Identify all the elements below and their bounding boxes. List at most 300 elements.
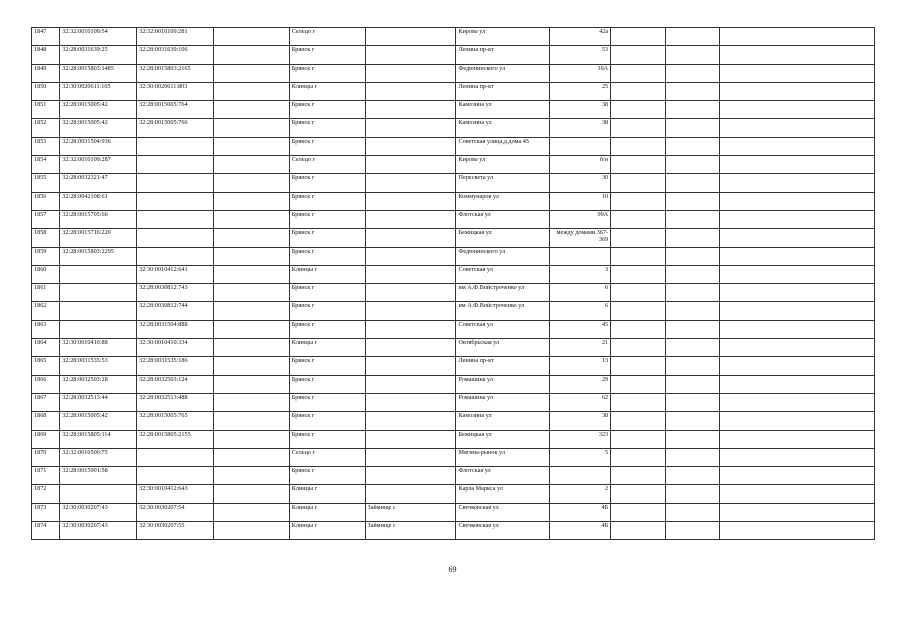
cell-locality [365, 430, 456, 448]
cell-empty [213, 174, 289, 192]
cell-cadastral-number: 32:28:0031535:53 [60, 357, 137, 375]
cell-building-cadastral-number: 32:30:0030207:55 [137, 522, 214, 540]
cell-empty [720, 339, 875, 357]
cell-street: Камозина ул [456, 119, 550, 137]
cell-empty [213, 119, 289, 137]
cell-locality [365, 137, 456, 155]
cell-house-number: 4Б [550, 503, 611, 521]
cell-row-number: 1862 [32, 302, 60, 320]
cell-house-number: 38 [550, 412, 611, 430]
cell-street: Бежицкая ул [456, 430, 550, 448]
cell-street: Ленина пр-кт [456, 82, 550, 100]
cell-row-number: 1849 [32, 64, 60, 82]
cell-settlement: Брянск г [289, 357, 365, 375]
cell-cadastral-number: 32:28:0015805:114 [60, 430, 137, 448]
cell-empty [213, 375, 289, 393]
cell-empty [611, 82, 666, 100]
table-row [32, 192, 875, 210]
cell-cadastral-number: 32:32:0010109:287 [60, 156, 137, 174]
cell-empty [720, 229, 875, 247]
cell-empty [213, 357, 289, 375]
cell-house-number: 4Б [550, 522, 611, 540]
cell-locality [365, 174, 456, 192]
cell-empty [720, 119, 875, 137]
table-row [32, 229, 875, 247]
cell-empty [611, 265, 666, 283]
cell-cadastral-number: 32:28:0015005:42 [60, 119, 137, 137]
cell-street: Камозина ул [456, 412, 550, 430]
cell-empty [665, 467, 720, 485]
cell-house-number: 10 [550, 192, 611, 210]
cell-empty [665, 82, 720, 100]
cell-empty [665, 357, 720, 375]
cell-house-number [550, 467, 611, 485]
cell-empty [213, 430, 289, 448]
cell-cadastral-number: 32:28:0015705:66 [60, 210, 137, 228]
cell-empty [720, 82, 875, 100]
cell-empty [213, 448, 289, 466]
cell-empty [665, 339, 720, 357]
cell-empty [611, 485, 666, 503]
cell-house-number: между домами 367-369 [550, 229, 611, 247]
table-row [32, 174, 875, 192]
cell-empty [213, 101, 289, 119]
cell-empty [720, 503, 875, 521]
cell-locality [365, 119, 456, 137]
cell-street: им А.Ф.Войстроченко ул [456, 302, 550, 320]
cell-building-cadastral-number [137, 467, 214, 485]
cell-empty [665, 412, 720, 430]
cell-empty [213, 302, 289, 320]
cell-building-cadastral-number: 32:28:0015005:766 [137, 119, 214, 137]
cell-row-number: 1868 [32, 412, 60, 430]
cell-street: Кирова ул [456, 28, 550, 46]
cell-row-number: 1847 [32, 28, 60, 46]
cell-settlement: Сельцо г [289, 448, 365, 466]
table-row [32, 119, 875, 137]
cell-empty [665, 393, 720, 411]
cell-house-number: 6 [550, 302, 611, 320]
cell-cadastral-number [60, 284, 137, 302]
cell-house-number: 38 [550, 101, 611, 119]
cell-locality: Займище с [365, 522, 456, 540]
cell-empty [611, 522, 666, 540]
cell-cadastral-number: 32:28:0015803:1485 [60, 64, 137, 82]
cell-building-cadastral-number [137, 448, 214, 466]
cell-settlement: Брянск г [289, 467, 365, 485]
cell-row-number: 1860 [32, 265, 60, 283]
cell-cadastral-number [60, 265, 137, 283]
cell-settlement: Брянск г [289, 412, 365, 430]
cell-building-cadastral-number [137, 156, 214, 174]
table-row [32, 430, 875, 448]
cell-settlement: Сельцо г [289, 156, 365, 174]
cell-settlement: Брянск г [289, 210, 365, 228]
cell-house-number: 62 [550, 393, 611, 411]
cell-settlement: Клинцы г [289, 265, 365, 283]
cell-empty [720, 448, 875, 466]
cell-locality [365, 302, 456, 320]
cell-empty [665, 485, 720, 503]
cell-empty [213, 229, 289, 247]
cell-empty [720, 485, 875, 503]
cell-cadastral-number: 32:32:0010109:54 [60, 28, 137, 46]
cell-empty [720, 265, 875, 283]
cell-settlement: Клинцы г [289, 522, 365, 540]
cell-empty [213, 320, 289, 338]
cell-row-number: 1874 [32, 522, 60, 540]
cell-locality [365, 28, 456, 46]
cell-settlement: Брянск г [289, 137, 365, 155]
cell-street: Флотская ул [456, 210, 550, 228]
table-body [32, 28, 875, 540]
cell-locality [365, 265, 456, 283]
cell-row-number: 1848 [32, 46, 60, 64]
cell-empty [213, 412, 289, 430]
cell-building-cadastral-number: 32:28:0031639:106 [137, 46, 214, 64]
cell-cadastral-number: 32:28:0032513:44 [60, 393, 137, 411]
table-row [32, 82, 875, 100]
cell-locality [365, 412, 456, 430]
cell-empty [720, 247, 875, 265]
cell-empty [720, 522, 875, 540]
cell-empty [665, 119, 720, 137]
table-row [32, 210, 875, 228]
cell-house-number: 323 [550, 430, 611, 448]
cell-empty [611, 210, 666, 228]
cell-row-number: 1863 [32, 320, 60, 338]
cell-empty [611, 64, 666, 82]
cell-row-number: 1861 [32, 284, 60, 302]
cell-empty [665, 64, 720, 82]
cell-building-cadastral-number: 32:28:0031535:186 [137, 357, 214, 375]
cell-settlement: Брянск г [289, 46, 365, 64]
cell-empty [720, 101, 875, 119]
cell-row-number: 1866 [32, 375, 60, 393]
cell-empty [665, 522, 720, 540]
cell-locality: Займище с [365, 503, 456, 521]
cell-settlement: Брянск г [289, 229, 365, 247]
cell-building-cadastral-number: 32:28:0015803:2165 [137, 64, 214, 82]
cell-empty [720, 174, 875, 192]
cell-cadastral-number: 32:28:0032321:47 [60, 174, 137, 192]
cell-building-cadastral-number [137, 247, 214, 265]
cell-locality [365, 448, 456, 466]
cell-house-number: 6 [550, 284, 611, 302]
cell-house-number: 13 [550, 357, 611, 375]
table-row [32, 467, 875, 485]
cell-empty [720, 210, 875, 228]
cell-street: Свечковская ул [456, 522, 550, 540]
cell-locality [365, 229, 456, 247]
cell-empty [213, 64, 289, 82]
cell-empty [665, 229, 720, 247]
cell-building-cadastral-number: 32:28:0032513:488 [137, 393, 214, 411]
cell-house-number: 38 [550, 119, 611, 137]
table-row [32, 485, 875, 503]
cell-empty [611, 467, 666, 485]
cell-cadastral-number: 32:32:0010506:75 [60, 448, 137, 466]
cell-street: Кирова ул [456, 156, 550, 174]
cell-building-cadastral-number: 32:28:0030812:743 [137, 284, 214, 302]
cell-house-number: 99А [550, 210, 611, 228]
cell-building-cadastral-number: 32:30:0020611:803 [137, 82, 214, 100]
cell-empty [611, 357, 666, 375]
cell-empty [213, 156, 289, 174]
cell-house-number: 25 [550, 82, 611, 100]
cell-street: Советская ул [456, 320, 550, 338]
cell-empty [665, 101, 720, 119]
cell-street: Ромашина ул [456, 375, 550, 393]
cell-building-cadastral-number: 32:28:0015805:2155 [137, 430, 214, 448]
cell-empty [665, 302, 720, 320]
cell-house-number: б/н [550, 156, 611, 174]
cell-row-number: 1873 [32, 503, 60, 521]
cell-building-cadastral-number: 32:28:0015005:765 [137, 412, 214, 430]
cell-empty [665, 137, 720, 155]
cell-empty [665, 284, 720, 302]
cell-empty [720, 46, 875, 64]
cell-street: Бежицкая ул [456, 229, 550, 247]
cell-empty [611, 119, 666, 137]
cell-cadastral-number: 32:30:0030207:43 [60, 522, 137, 540]
cell-empty [611, 430, 666, 448]
table-row [32, 247, 875, 265]
cell-building-cadastral-number [137, 174, 214, 192]
cell-empty [665, 375, 720, 393]
cell-house-number: 53 [550, 46, 611, 64]
cell-row-number: 1864 [32, 339, 60, 357]
cell-empty [720, 284, 875, 302]
cell-street: Ленина пр-кт [456, 357, 550, 375]
table-row [32, 64, 875, 82]
cell-settlement: Брянск г [289, 375, 365, 393]
cell-empty [611, 320, 666, 338]
cell-empty [720, 412, 875, 430]
cell-cadastral-number: 32:30:0010410:88 [60, 339, 137, 357]
registry-sheet [31, 27, 875, 540]
cell-cadastral-number: 32:28:0015005:42 [60, 101, 137, 119]
cell-building-cadastral-number: 32:30:0010412:641 [137, 265, 214, 283]
cell-locality [365, 82, 456, 100]
table-row [32, 503, 875, 521]
cell-building-cadastral-number [137, 229, 214, 247]
cell-cadastral-number [60, 320, 137, 338]
cell-settlement: Брянск г [289, 119, 365, 137]
cell-empty [611, 174, 666, 192]
cell-empty [213, 192, 289, 210]
cell-empty [720, 430, 875, 448]
cell-house-number: 10А [550, 64, 611, 82]
cell-row-number: 1855 [32, 174, 60, 192]
cell-empty [611, 28, 666, 46]
cell-empty [213, 522, 289, 540]
cell-building-cadastral-number [137, 192, 214, 210]
cell-settlement: Брянск г [289, 101, 365, 119]
cell-settlement: Клинцы г [289, 503, 365, 521]
cell-empty [720, 467, 875, 485]
table-row [32, 302, 875, 320]
cell-row-number: 1851 [32, 101, 60, 119]
cell-house-number: 21 [550, 339, 611, 357]
cell-locality [365, 210, 456, 228]
cell-settlement: Брянск г [289, 320, 365, 338]
table-row [32, 156, 875, 174]
cell-empty [665, 503, 720, 521]
cell-row-number: 1869 [32, 430, 60, 448]
cell-locality [365, 320, 456, 338]
cell-building-cadastral-number: 32:28:0032503:124 [137, 375, 214, 393]
cell-empty [720, 320, 875, 338]
cell-empty [611, 302, 666, 320]
cell-row-number: 1871 [32, 467, 60, 485]
cell-street: Советская улица,д.дома 45 [456, 137, 550, 155]
cell-locality [365, 393, 456, 411]
cell-empty [611, 101, 666, 119]
cell-row-number: 1859 [32, 247, 60, 265]
cell-building-cadastral-number [137, 210, 214, 228]
cell-empty [665, 156, 720, 174]
cell-house-number: 2 [550, 485, 611, 503]
cell-empty [665, 46, 720, 64]
cell-building-cadastral-number: 32:28:0031504:888 [137, 320, 214, 338]
cell-empty [213, 265, 289, 283]
table-row [32, 101, 875, 119]
cell-empty [213, 485, 289, 503]
cell-empty [213, 82, 289, 100]
cell-house-number [550, 247, 611, 265]
cell-street: Ленина пр-кт [456, 46, 550, 64]
cell-house-number: 30 [550, 174, 611, 192]
cell-street: Федюнинского ул [456, 247, 550, 265]
cell-empty [611, 156, 666, 174]
cell-empty [720, 375, 875, 393]
cell-empty [720, 302, 875, 320]
cell-house-number: 42а [550, 28, 611, 46]
cell-settlement: Брянск г [289, 174, 365, 192]
table-row [32, 375, 875, 393]
cell-settlement: Брянск г [289, 284, 365, 302]
cell-locality [365, 247, 456, 265]
cell-empty [611, 247, 666, 265]
cell-row-number: 1870 [32, 448, 60, 466]
table-row [32, 412, 875, 430]
cell-empty [213, 247, 289, 265]
cell-row-number: 1853 [32, 137, 60, 155]
table-row [32, 522, 875, 540]
cell-cadastral-number: 32:28:0031639:25 [60, 46, 137, 64]
cell-empty [611, 448, 666, 466]
cell-empty [665, 28, 720, 46]
cell-row-number: 1858 [32, 229, 60, 247]
cell-empty [213, 467, 289, 485]
cell-locality [365, 339, 456, 357]
table-row [32, 46, 875, 64]
page-number: 69 [448, 565, 457, 574]
cell-empty [213, 210, 289, 228]
cell-empty [611, 412, 666, 430]
cell-empty [213, 284, 289, 302]
cell-empty [720, 64, 875, 82]
cell-street: Федюнинского ул [456, 64, 550, 82]
cell-locality [365, 485, 456, 503]
cell-empty [611, 375, 666, 393]
cell-empty [611, 229, 666, 247]
cell-row-number: 1852 [32, 119, 60, 137]
cell-empty [720, 393, 875, 411]
cell-street: Камозина ул [456, 101, 550, 119]
cell-empty [611, 46, 666, 64]
cell-building-cadastral-number: 32:28:0030812:744 [137, 302, 214, 320]
table-row [32, 393, 875, 411]
table-row [32, 137, 875, 155]
cell-row-number: 1850 [32, 82, 60, 100]
cell-settlement: Брянск г [289, 247, 365, 265]
cell-empty [720, 137, 875, 155]
cell-settlement: Брянск г [289, 430, 365, 448]
cell-empty [611, 284, 666, 302]
cell-locality [365, 375, 456, 393]
registry-table [31, 27, 875, 540]
cell-settlement: Брянск г [289, 393, 365, 411]
cell-cadastral-number: 32:28:0015803:2295 [60, 247, 137, 265]
cell-empty [213, 137, 289, 155]
cell-house-number [550, 137, 611, 155]
cell-street: им А.Ф.Войстроченко ул [456, 284, 550, 302]
cell-cadastral-number [60, 485, 137, 503]
cell-settlement: Клинцы г [289, 339, 365, 357]
cell-locality [365, 156, 456, 174]
cell-building-cadastral-number: 32:30:0010412:643 [137, 485, 214, 503]
cell-locality [365, 101, 456, 119]
cell-building-cadastral-number [137, 137, 214, 155]
cell-empty [720, 28, 875, 46]
cell-locality [365, 357, 456, 375]
cell-empty [665, 320, 720, 338]
cell-empty [665, 430, 720, 448]
cell-empty [665, 210, 720, 228]
cell-cadastral-number: 32:28:0031504:936 [60, 137, 137, 155]
cell-building-cadastral-number: 32:30:0030207:54 [137, 503, 214, 521]
cell-street: Коммунаров ул [456, 192, 550, 210]
cell-empty [213, 339, 289, 357]
cell-building-cadastral-number: 32:32:0010109:281 [137, 28, 214, 46]
cell-empty [213, 28, 289, 46]
table-row [32, 339, 875, 357]
cell-empty [213, 46, 289, 64]
cell-settlement: Сельцо г [289, 28, 365, 46]
cell-street: Карла Маркса ул [456, 485, 550, 503]
cell-locality [365, 467, 456, 485]
cell-street: Свечковская ул [456, 503, 550, 521]
cell-street: Пересвета ул [456, 174, 550, 192]
cell-building-cadastral-number: 32:30:0010410:334 [137, 339, 214, 357]
cell-empty [665, 174, 720, 192]
cell-settlement: Клинцы г [289, 485, 365, 503]
cell-empty [665, 247, 720, 265]
cell-house-number: 45 [550, 320, 611, 338]
cell-empty [213, 393, 289, 411]
cell-cadastral-number: 32:28:0015716:220 [60, 229, 137, 247]
cell-row-number: 1867 [32, 393, 60, 411]
cell-street: Ромашина ул [456, 393, 550, 411]
cell-street: Октябрьская ул [456, 339, 550, 357]
cell-cadastral-number: 32:28:0042108:61 [60, 192, 137, 210]
cell-empty [611, 393, 666, 411]
cell-settlement: Брянск г [289, 192, 365, 210]
cell-locality [365, 284, 456, 302]
cell-empty [665, 265, 720, 283]
